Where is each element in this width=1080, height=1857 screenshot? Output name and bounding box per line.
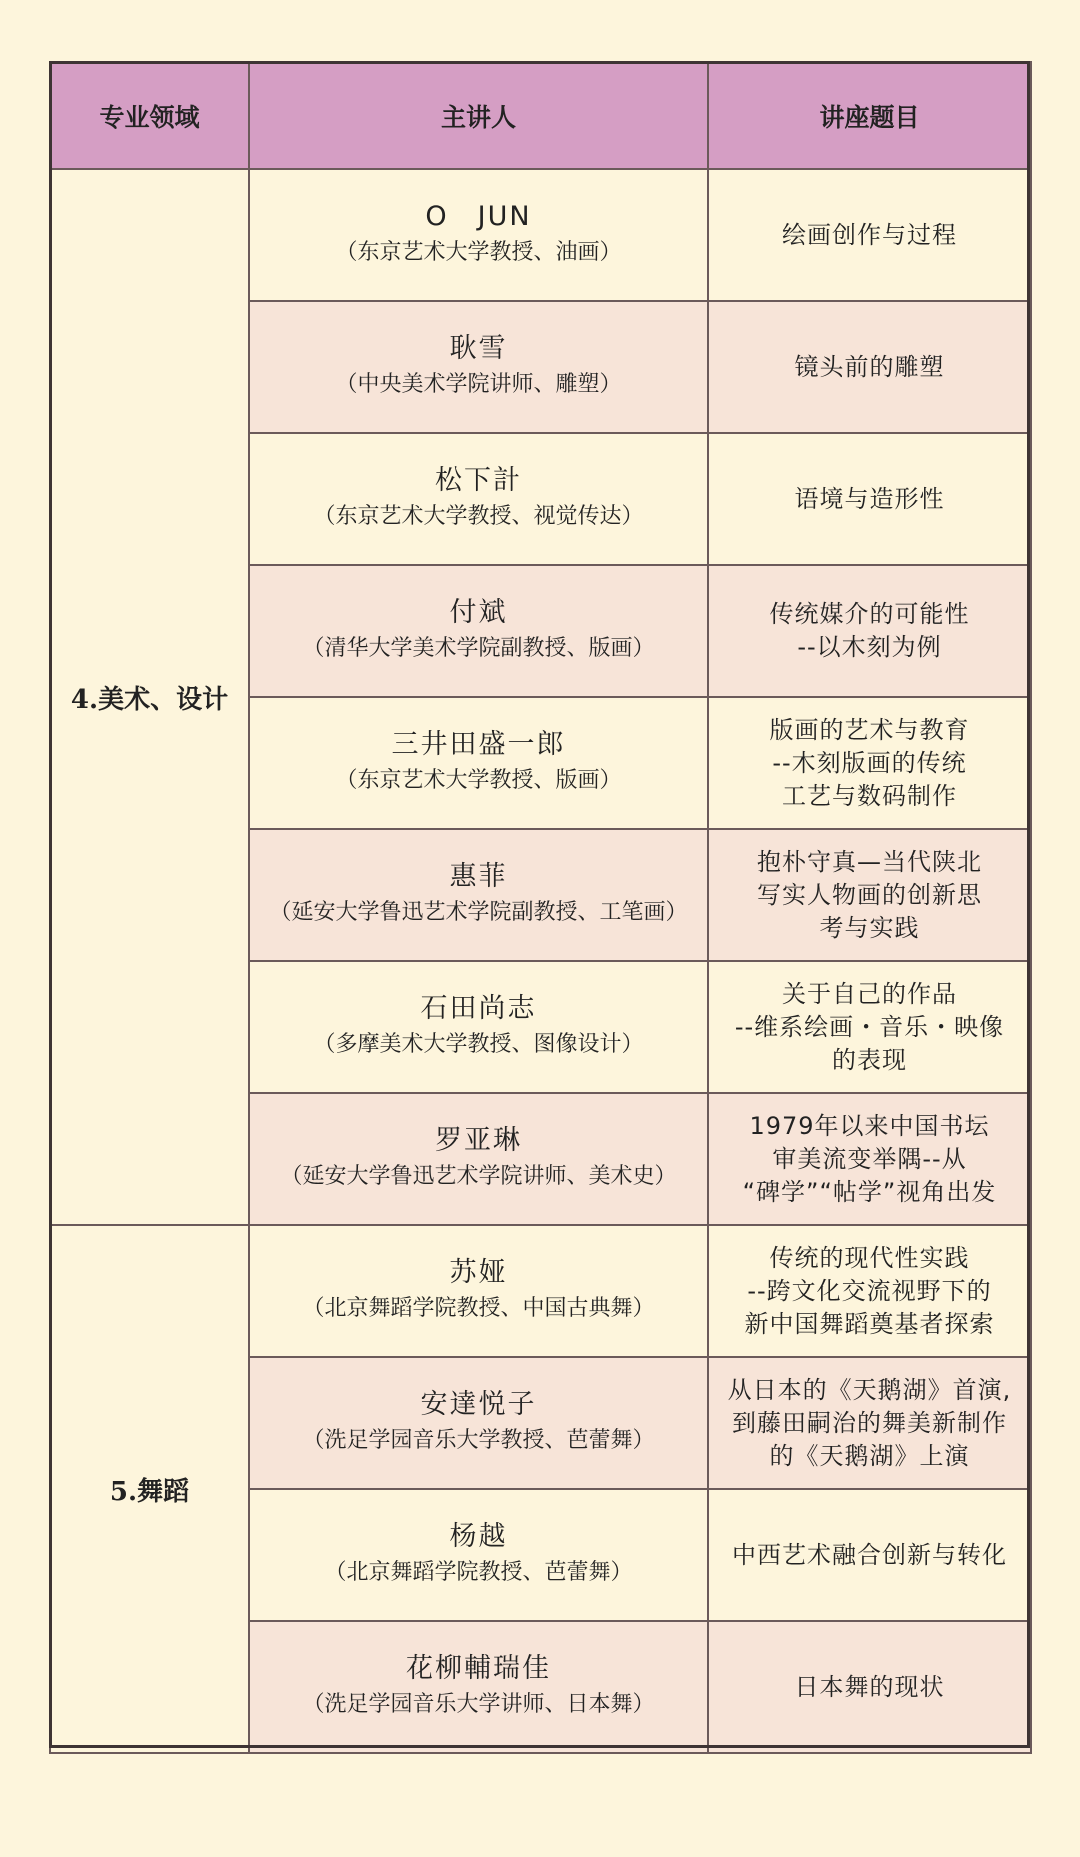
header-field: 专业领域 xyxy=(50,62,249,169)
speaker-name: 耿雪 xyxy=(449,333,508,364)
header-row xyxy=(50,62,1031,169)
speaker-name: 三井田盛一郎 xyxy=(391,729,566,760)
speaker-title: （东京艺术大学教授、版画） xyxy=(335,768,622,793)
topic-text: 语境与造形性 xyxy=(794,484,945,513)
header-topic: 讲座题目 xyxy=(708,62,1031,169)
speaker-cell xyxy=(249,433,708,565)
speaker-title: （中央美术学院讲师、雕塑） xyxy=(335,372,622,397)
speaker-name: 惠菲 xyxy=(449,861,508,892)
topic-text: 版画的艺术与教育 --木刻版画的传统 工艺与数码制作 xyxy=(769,715,970,810)
speaker-cell xyxy=(249,1093,708,1225)
speaker-name: 石田尚志 xyxy=(420,993,537,1024)
speaker-name: 松下計 xyxy=(435,465,522,496)
topic-cell xyxy=(708,697,1031,829)
speaker-title: （洗足学园音乐大学教授、芭蕾舞） xyxy=(302,1428,655,1453)
speaker-title: （北京舞蹈学院教授、中国古典舞） xyxy=(302,1296,655,1321)
speaker-cell xyxy=(249,1225,708,1357)
speaker-cell xyxy=(249,565,708,697)
speaker-cell xyxy=(249,1357,708,1489)
speaker-title: （洗足学园音乐大学讲师、日本舞） xyxy=(302,1692,655,1717)
speaker-title: （清华大学美术学院副教授、版画） xyxy=(302,636,655,661)
field-cell-art-design: 4.美术、设计 xyxy=(50,169,249,1225)
speaker-title: （延安大学鲁迅艺术学院讲师、美术史） xyxy=(280,1164,677,1189)
speaker-cell xyxy=(249,961,708,1093)
topic-cell xyxy=(708,169,1031,301)
topic-cell xyxy=(708,829,1031,961)
speaker-cell xyxy=(249,1489,708,1621)
speaker-title: （北京舞蹈学院教授、芭蕾舞） xyxy=(324,1560,633,1585)
field-cell-dance: 5.舞蹈 xyxy=(50,1225,249,1753)
speaker-name: 苏娅 xyxy=(449,1257,508,1288)
speaker-name: 付斌 xyxy=(449,597,508,628)
speaker-name: 罗亚琳 xyxy=(435,1125,522,1156)
topic-cell xyxy=(708,1357,1031,1489)
topic-cell xyxy=(708,961,1031,1093)
table-row xyxy=(50,169,1031,301)
speaker-name: 安達悦子 xyxy=(420,1389,537,1420)
speaker-cell xyxy=(249,169,708,301)
speaker-name: 花柳輔瑞佳 xyxy=(406,1653,551,1684)
speaker-cell xyxy=(249,829,708,961)
table-row xyxy=(50,1225,1031,1357)
topic-text: 从日本的《天鹅湖》首演, 到藤田嗣治的舞美新制作 的《天鹅湖》上演 xyxy=(727,1375,1012,1470)
topic-text: 传统媒介的可能性 --以木刻为例 xyxy=(769,600,970,661)
topic-text: 日本舞的现状 xyxy=(794,1672,945,1701)
topic-cell xyxy=(708,301,1031,433)
header-speaker: 主讲人 xyxy=(249,62,708,169)
speaker-cell xyxy=(249,301,708,433)
topic-text: 中西艺术融合创新与转化 xyxy=(732,1540,1007,1569)
speaker-cell xyxy=(249,697,708,829)
speaker-title: （东京艺术大学教授、油画） xyxy=(335,240,622,265)
topic-text: 绘画创作与过程 xyxy=(782,220,957,249)
speaker-name: O JUN xyxy=(425,201,532,232)
topic-text: 抱朴守真—当代陕北 写实人物画的创新思 考与实践 xyxy=(757,847,982,942)
speaker-title: （延安大学鲁迅艺术学院副教授、工笔画） xyxy=(269,900,688,925)
topic-text: 1979年以来中国书坛 审美流变举隅--从 “碑学”“帖学”视角出发 xyxy=(742,1111,997,1206)
speaker-title: （东京艺术大学教授、视觉传达） xyxy=(313,504,644,529)
speaker-cell xyxy=(249,1621,708,1753)
speaker-title: （多摩美术大学教授、图像设计） xyxy=(313,1032,644,1057)
topic-cell xyxy=(708,1489,1031,1621)
topic-cell xyxy=(708,433,1031,565)
topic-cell xyxy=(708,1093,1031,1225)
topic-cell xyxy=(708,1225,1031,1357)
topic-cell xyxy=(708,565,1031,697)
topic-text: 关于自己的作品 --维系绘画・音乐・映像 的表现 xyxy=(734,979,1005,1074)
topic-text: 镜头前的雕塑 xyxy=(794,352,945,381)
topic-cell xyxy=(708,1621,1031,1753)
lecture-schedule-table xyxy=(49,61,1032,1754)
speaker-name: 杨越 xyxy=(449,1521,508,1552)
table-header xyxy=(50,62,1031,169)
table-body xyxy=(50,169,1031,1753)
topic-text: 传统的现代性实践 --跨文化交流视野下的 新中国舞蹈奠基者探索 xyxy=(744,1243,995,1338)
